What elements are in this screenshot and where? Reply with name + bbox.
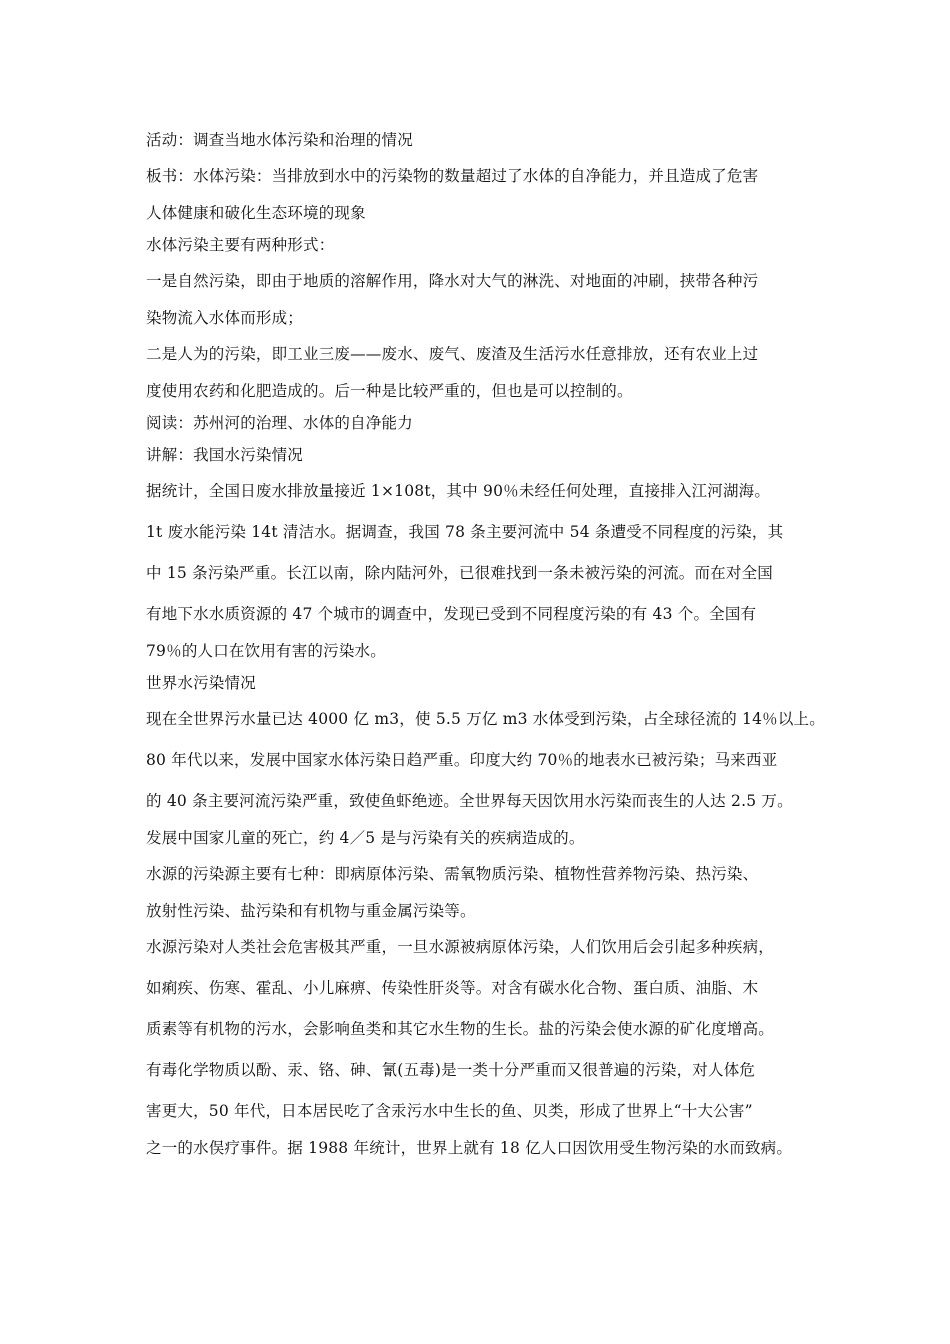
text-line: 人体健康和破化生态环境的现象 [146,204,366,222]
text-line: 世界水污染情况 [146,674,256,692]
text-line: 水体污染主要有两种形式： [146,236,335,254]
text-line: 现在全世界污水量已达 4000 亿 m3，使 5.5 万亿 m3 水体受到污染，占全球径流的 14％以上。 [146,710,825,728]
document-body [146,124,825,1164]
text-line: 79％的人口在饮用有害的污染水。 [146,642,386,660]
text-line: 害更大，50 年代，日本居民吃了含汞污水中生长的鱼、贝类，形成了世界上“十大公害” [146,1102,753,1120]
text-line: 1t 废水能污染 14t 清洁水。据调查，我国 78 条主要河流中 54 条遭受不同程度的污染，其 [146,523,784,541]
text-line: 放射性污染、盐污染和有机物与重金属污染等。 [146,902,476,920]
text-line: 质素等有机物的污水，会影响鱼类和其它水生物的生长。盐的污染会使水源的矿化度增高。 [146,1020,775,1038]
text-line: 发展中国家儿童的死亡，约 4／5 是与污染有关的疾病造成的。 [146,829,585,847]
text-line: 二是人为的污染，即工业三废——废水、废气、废渣及生活污水任意排放，还有农业上过 [146,345,759,363]
text-line: 一是自然污染，即由于地质的溶解作用，降水对大气的淋洗、对地面的冲刷，挟带各种污 [146,272,759,290]
text-line: 有地下水水质资源的 47 个城市的调查中，发现已受到不同程度污染的有 43 个。全国有 [146,605,757,623]
text-line: 的 40 条主要河流污染严重，致使鱼虾绝迹。全世界每天因饮用水污染而丧生的人达 2.5 万。 [146,792,793,810]
text-line: 板书：水体污染：当排放到水中的污染物的数量超过了水体的自净能力，并且造成了危害 [146,167,759,185]
text-line: 之一的水俣疗事件。据 1988 年统计，世界上就有 18 亿人口因饮用受生物污染的水而致病。 [146,1139,793,1157]
text-line: 染物流入水体而形成； [146,309,304,327]
text-line: 讲解：我国水污染情况 [146,446,304,464]
text-line: 中 15 条污染严重。长江以南，除内陆河外，已很难找到一条未被污染的河流。而在对全国 [146,564,773,582]
text-line: 度使用农药和化肥造成的。后一种是比较严重的，但也是可以控制的。 [146,382,633,400]
text-line: 有毒化学物质以酚、汞、铬、砷、氰(五毒)是一类十分严重而又很普遍的污染，对人体危 [146,1061,756,1079]
text-line: 如痢疾、伤寒、霍乱、小儿麻痹、传染性肝炎等。对含有碳水化合物、蛋白质、油脂、木 [146,979,759,997]
text-line: 据统计，全国日废水排放量接近 1×108t，其中 90％未经任何处理，直接排入江河湖海。 [146,482,771,500]
text-line: 活动：调查当地水体污染和治理的情况 [146,131,413,149]
text-line: 水源的污染源主要有七种：即病原体污染、需氧物质污染、植物性营养物污染、热污染、 [146,865,759,883]
text-line: 80 年代以来，发展中国家水体污染日趋严重。印度大约 70％的地表水已被污染；马来西亚 [146,751,778,769]
text-line: 水源污染对人类社会危害极其严重，一旦水源被病原体污染，人们饮用后会引起多种疾病， [146,938,775,956]
text-line: 阅读：苏州河的治理、水体的自净能力 [146,414,413,432]
